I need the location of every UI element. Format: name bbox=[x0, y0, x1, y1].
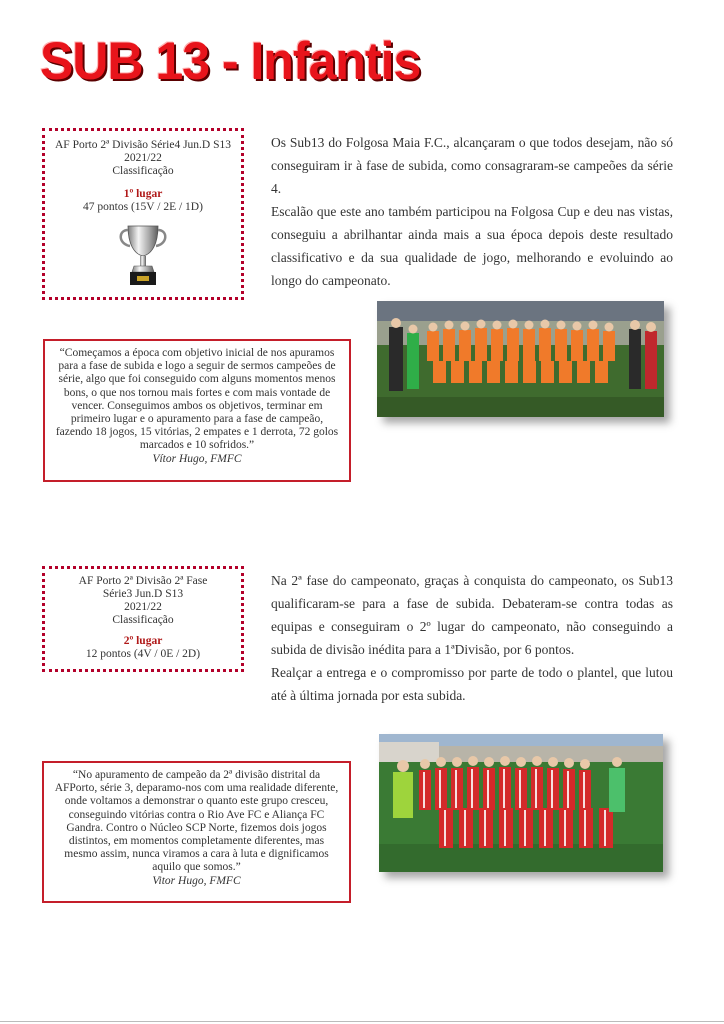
quote-text: “Começamos a época com objetivo inicial de nos apuramos para a fase de subida e logo a seguir de sermos campeões de série, algo que foi conseguido com alguns momentos menos bons, o que nos tornou mais fortes e com mais vontade de vencer. Conseguimos ambos os objetivos, terminar em primeiro lugar e o apuramento para a fase de campeão, fazendo 18 jogos, 15 vitórias, 2 empates e 1 derrota, 72 golos marcados e 10 sofridos.” bbox=[55, 347, 339, 452]
season2-text bbox=[271, 569, 673, 707]
classification-label: Classificação bbox=[112, 614, 174, 626]
classification-box-2 bbox=[42, 566, 244, 672]
team-photo-2 bbox=[379, 734, 663, 872]
points-summary: 47 pontos (15V / 2E / 1D) bbox=[83, 201, 203, 213]
page-title: SUB 13 - Infantis bbox=[40, 31, 421, 91]
classification-box-1 bbox=[42, 128, 244, 300]
season: 2021/22 bbox=[124, 601, 162, 613]
team-photo-icon bbox=[379, 734, 663, 872]
team-photo-icon bbox=[377, 301, 664, 417]
place-badge: 2º lugar bbox=[123, 635, 163, 647]
season1-paragraph-1: Os Sub13 do Folgosa Maia F.C., alcançaram o que todos desejam, não só conseguiram ir à fase de subida, como consagraram-se campeões da série 4. bbox=[271, 135, 673, 196]
quote-author: Vitor Hugo, FMFC bbox=[152, 874, 241, 887]
league-series: Série3 Jun.D S13 bbox=[102, 588, 184, 600]
league-name: AF Porto 2ª Divisão 2ª Fase bbox=[78, 575, 208, 587]
season: 2021/22 bbox=[124, 152, 162, 164]
season2-paragraph-2: Realçar a entrega e o compromisso por parte de todo o plantel, que lutou até à última jornada por esta subida. bbox=[271, 665, 673, 703]
quote-box-1 bbox=[43, 339, 351, 482]
quote-text: “No apuramento de campeão da 2ª divisão distrital da AFPorto, série 3, deparamo-nos com uma realidade diferente, onde voltamos a demonstrar o quanto este grupo cresceu, conseguindo vitórias contra o Rio Ave FC e Aliança FC Gandra. Contro o Núcleo SCP Norte, fizemos dois jogos distintos, em momentos completamente diferentes, mas mesmo assim, nunca viramos a cara à luta e dignificamos aquilo que somos.” bbox=[54, 769, 339, 874]
quote-author: Vítor Hugo, FMFC bbox=[152, 452, 242, 465]
quote-box-2 bbox=[42, 761, 351, 903]
team-photo-1 bbox=[377, 301, 664, 417]
classification-label: Classificação bbox=[112, 165, 174, 177]
season1-text bbox=[271, 131, 673, 292]
points-summary: 12 pontos (4V / 0E / 2D) bbox=[85, 648, 201, 660]
league-name: AF Porto 2ª Divisão Série4 Jun.D S13 bbox=[55, 139, 231, 151]
season2-paragraph-1: Na 2ª fase do campeonato, graças à conquista do campeonato, os Sub13 qualificaram-se para a fase de subida. Debateram-se contra todas as equipas e conseguiram o 2º lugar do campeonato, não conseguindo a subida de divisão inédita para a 1ªDivisão, por 6 pontos. bbox=[271, 573, 673, 657]
season1-paragraph-2: Escalão que este ano também participou na Folgosa Cup e deu nas vistas, conseguiu a abrilhantar ainda mais a sua época depois deste resultado classificativo e da sua qualidade de jogo, melhorando e evoluindo ao longo do campeonato. bbox=[271, 204, 673, 288]
trophy-icon bbox=[116, 222, 170, 288]
page-bottom-divider bbox=[0, 1021, 724, 1022]
place-badge: 1º lugar bbox=[123, 188, 163, 200]
